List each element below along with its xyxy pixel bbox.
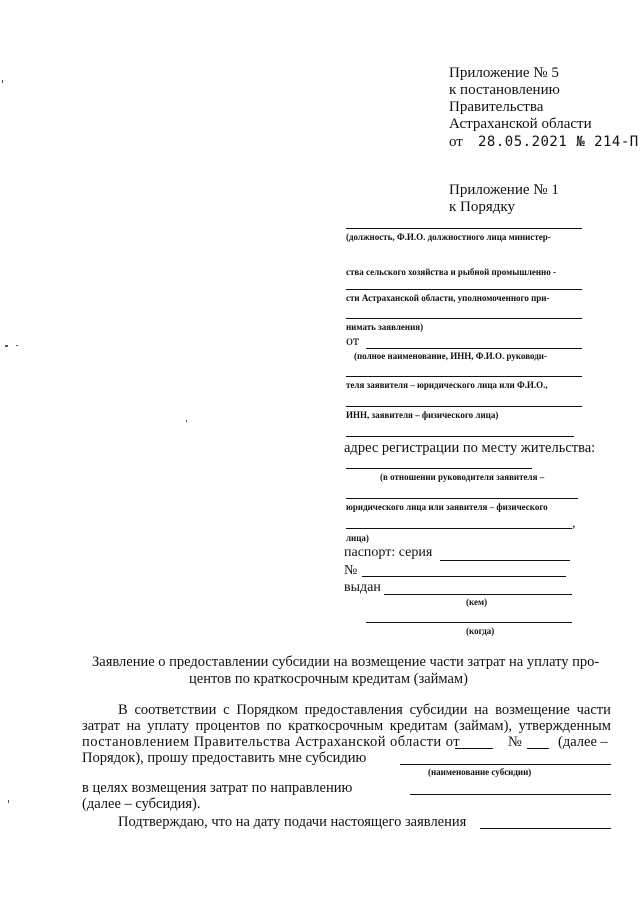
word: (займам),	[454, 718, 513, 734]
paragraph-2-line-1: Подтверждаю, что на дату подачи настоящего заявления	[118, 814, 467, 830]
word: на	[126, 718, 141, 734]
address-line-1	[346, 468, 532, 469]
paragraph-1-line-3-b: №	[508, 734, 522, 750]
order-appendix-line-2: к Порядку	[449, 199, 515, 215]
scan-speck	[5, 345, 8, 347]
issued-when-note: (когда)	[466, 626, 495, 636]
paragraph-1-line-4: Порядок), прошу предоставить мне субсидию	[82, 750, 367, 766]
applicant-note-3: ИНН, заявителя – физического лица)	[346, 410, 499, 420]
paragraph-1-line-5: в целях возмещения затрат по направлению	[82, 780, 353, 796]
issued-by-line	[384, 594, 572, 595]
statement-title-1: Заявление о предоставлении субсидии на возмещение части затрат на уплату про-	[92, 654, 600, 670]
order-appendix-line-1: Приложение № 1	[449, 182, 559, 198]
subsidy-name-blank	[400, 764, 611, 765]
word: субсидии	[409, 702, 468, 718]
address-comma: ,	[572, 516, 576, 531]
word: Порядком	[236, 702, 298, 718]
official-note-1: (должность, Ф.И.О. должностного лица министер-	[346, 232, 551, 242]
passport-number-line	[362, 576, 566, 577]
word: утвержденным	[518, 718, 611, 734]
paragraph-1-line-2	[82, 718, 611, 735]
scan-speck	[186, 420, 187, 422]
statement-title-2: центов по краткосрочным кредитам (займам)	[189, 671, 468, 687]
word: затрат	[82, 718, 120, 734]
passport-number-label: №	[344, 563, 358, 578]
address-label: адрес регистрации по месту жительства:	[344, 440, 596, 456]
address-line-2	[346, 498, 578, 499]
word: части	[576, 702, 611, 718]
word: соответствии	[134, 702, 217, 718]
word: возмещение	[495, 702, 570, 718]
confirmation-blank	[480, 828, 611, 829]
word: с	[223, 702, 230, 718]
applicant-line-1	[366, 348, 582, 349]
appendix-date-prefix: от	[449, 134, 463, 150]
issued-label: выдан	[344, 580, 381, 595]
word: предоставления	[304, 702, 403, 718]
appendix-line-3: Правительства	[449, 99, 544, 115]
official-note-4: нимать заявления)	[346, 322, 424, 332]
applicant-line-2	[346, 376, 582, 377]
address-note-1: (в отношении руководителя заявителя –	[380, 472, 545, 482]
official-note-3: сти Астраханской области, уполномоченного при-	[346, 293, 550, 303]
official-line-1	[346, 228, 582, 229]
passport-label: паспорт: серия	[344, 545, 433, 560]
scan-speck	[8, 800, 9, 803]
appendix-line-2: к постановлению	[449, 82, 560, 98]
word: процентов	[195, 718, 260, 734]
address-note-2: юридического лица или заявителя – физического	[346, 502, 548, 512]
word: краткосрочным	[288, 718, 384, 734]
address-line-3	[346, 528, 572, 529]
scan-speck	[2, 80, 3, 83]
issued-by-note: (кем)	[466, 597, 488, 607]
decree-number-blank	[527, 748, 549, 749]
scan-speck	[16, 345, 18, 346]
applicant-line-3	[346, 406, 582, 407]
from-label: от	[346, 334, 359, 349]
appendix-line-4: Астраханской области	[449, 116, 592, 132]
word: по	[266, 718, 282, 734]
paragraph-1-line-6: (далее – субсидия).	[82, 796, 201, 812]
word: уплату	[147, 718, 189, 734]
word: кредитам	[389, 718, 448, 734]
direction-blank	[410, 794, 611, 795]
official-line-3	[346, 318, 582, 319]
appendix-date-handwritten: 28.05.2021 № 214-П	[478, 134, 639, 150]
appendix-line-1: Приложение № 5	[449, 65, 559, 81]
applicant-note-1: (полное наименование, ИНН, Ф.И.О. руководи-	[354, 351, 547, 361]
official-line-2	[346, 289, 582, 290]
address-note-3: лица)	[346, 533, 369, 543]
subsidy-name-note: (наименование субсидии)	[428, 767, 532, 777]
applicant-line-4	[346, 436, 574, 437]
applicant-note-2: теля заявителя – юридического лица или Ф.И.О.,	[346, 380, 548, 390]
word: на	[474, 702, 489, 718]
issued-when-line	[366, 622, 572, 623]
passport-series-line	[440, 560, 570, 561]
paragraph-1-line-3-a: постановлением Правительства Астраханской области от	[82, 734, 460, 750]
paragraph-1-line-1	[118, 702, 611, 719]
decree-date-blank	[455, 748, 493, 749]
word: В	[118, 702, 128, 718]
official-note-2: ства сельского хозяйства и рыбной промышленно -	[346, 267, 556, 277]
paragraph-1-line-3-c: (далее –	[558, 734, 608, 750]
